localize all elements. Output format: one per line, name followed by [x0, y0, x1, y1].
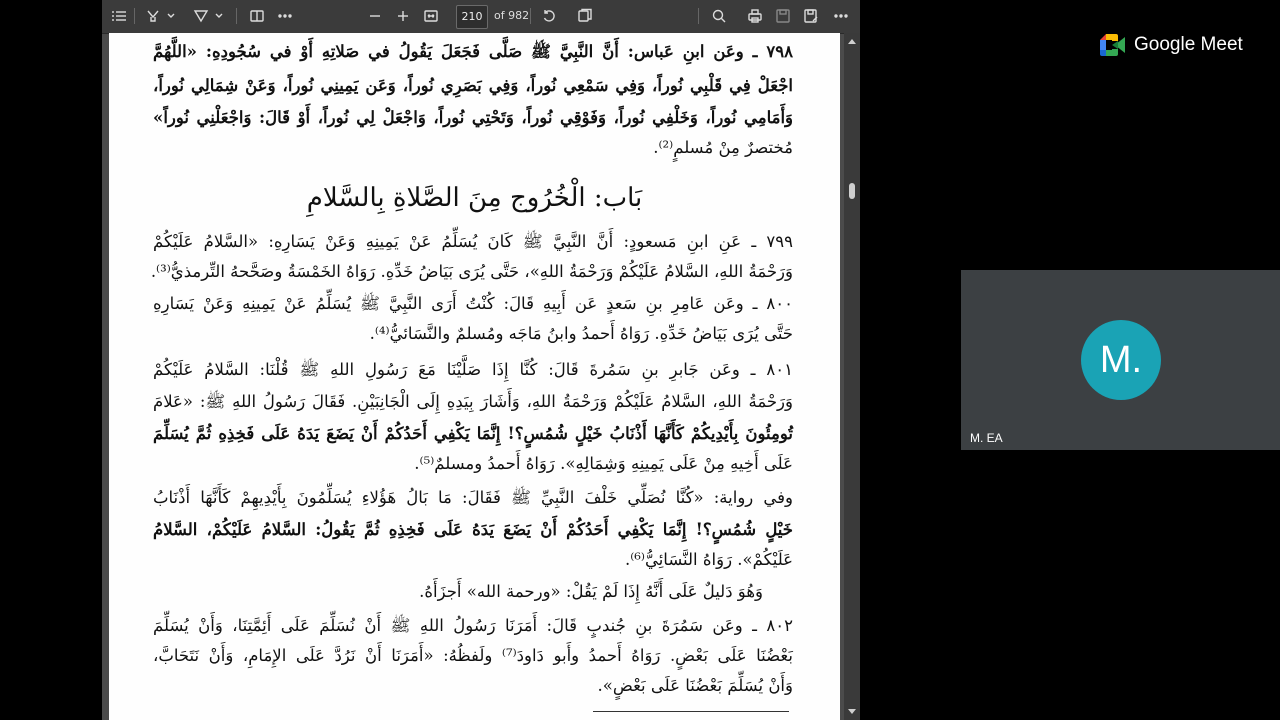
print-icon[interactable]: [746, 6, 764, 26]
text-line: ٧٩٩ ـ عَنِ ابنِ مَسعودٍ: أَنَّ النَّبِيَّ ﷺ كَانَ يُسَلِّمُ عَنْ يَمِينِهِ وَعَنْ يَسَارِهِ: «السَّلامُ عَلَيْكُمْ: [153, 232, 793, 251]
zoom-in-icon[interactable]: [394, 6, 412, 26]
text-line: عَلَى أَخِيهِ مِنْ عَلَى يَمِينِهِ وَشِمَالِهِ». رَوَاهُ أَحمدُ ومسلمٌ⁽⁵⁾.: [414, 454, 793, 473]
scroll-up-icon[interactable]: [848, 39, 856, 44]
pdf-viewer: [102, 0, 860, 720]
pdf-toolbar: [102, 0, 860, 34]
text-line: تُومِئُونَ بِأَيْدِيكُمْ كَأَنَّهَا أَذْنَابُ خَيْلٍ شُمُسٍ؟! إِنَّمَا يَكْفِي أَحَدُكُمْ أَنْ يَضَعَ يَدَهُ عَلَى فَخِذِهِ ثُمَّ يُسَلِّمَ: [153, 424, 793, 443]
chevron-down-icon[interactable]: [214, 6, 224, 26]
text-line: اجْعَلْ فِي قَلْبِي نُوراً، وَفِي سَمْعِي نُوراً، وَفِي بَصَرِي نُوراً، وَعَن يَمِينِي نُوراً، وَعَنْ شِمَالِي نُوراً،: [153, 76, 793, 95]
text-line: بَعْضُنَا عَلَى بَعْضٍ. رَوَاهُ أَحمدُ وأَبو دَاودَ⁽⁷⁾ ولَفظُهُ: «أَمَرَنَا أَنْ نَرُدَّ عَلَى الإِمَامِ، وَأَنْ نَتَحَابَّ،: [153, 646, 793, 665]
save-as-icon[interactable]: [802, 6, 820, 26]
text-line: وَهُوَ دَليلٌ عَلَى أَنَّهُ إِذَا لَمْ يَقُلْ: «ورحمة الله» أَجزَأَهُ.: [419, 582, 763, 601]
text-line: عَلَيْكُمْ». رَوَاهُ النَّسَائِيُّ⁽⁶⁾.: [624, 550, 793, 569]
participant-name: M. EA: [970, 431, 1003, 445]
text-line: وَرَحْمَةُ اللهِ، السَّلامُ عَلَيْكُمْ وَرَحْمَةُ اللهِ»، حَتَّى يُرَى بَيَاضُ خَدِّهِ. رَوَاهُ الخَمْسَةُ وصَحَّحهُ التِّرمذيُّ⁽³⁾.: [150, 262, 793, 281]
zoom-out-icon[interactable]: [366, 6, 384, 26]
section-heading: بَاب: الْخُرُوج مِنَ الصَّلاةِ بِالسَّلامِ: [306, 183, 643, 213]
footnote-divider: [593, 711, 789, 712]
text-line: حَتَّى يُرَى بَيَاضُ خَدِّهِ. رَوَاهُ أَحمدُ وابنُ مَاجَه ومُسلمٌ والنَّسَائيُّ⁽⁴⁾.: [369, 324, 793, 343]
contents-icon[interactable]: [110, 6, 128, 26]
draw-icon[interactable]: [192, 6, 210, 26]
text-line: ٧٩٨ ـ وعَن ابنِ عَباس: أَنَّ النَّبِيَّ ﷺ صَلَّى فَجَعَلَ يَقُولُ في صَلاتِهِ أَوْ في سُجُودِهِ: «اللَّهُمَّ: [153, 42, 793, 61]
page-view-icon[interactable]: [248, 6, 266, 26]
vertical-scrollbar[interactable]: [844, 33, 860, 720]
pdf-page: [109, 33, 840, 720]
text-line: ٨٠٠ ـ وعَن عَامِرِ بنِ سَعدٍ عَن أَبِيهِ قَالَ: كُنْتُ أَرَى النَّبِيَّ ﷺ يُسَلِّمُ عَنْ يَمِينِهِ وَعَنْ يَسَارِهِ: [153, 294, 793, 313]
text-line: وفي رواية: «كُنَّا نُصَلِّي خَلْفَ النَّبِيِّ ﷺ فَقَالَ: مَا بَالُ هَؤُلاءِ يُسَلِّمُونَ بِأَيْدِيهِمْ كَأَنَّهَا أَذْنَابُ: [153, 488, 793, 507]
app-title: Google Meet: [1134, 34, 1243, 55]
page-total-label: of 982: [494, 9, 530, 22]
save-icon[interactable]: [774, 6, 792, 26]
page-layout-icon[interactable]: [576, 6, 594, 26]
rotate-icon[interactable]: [540, 6, 558, 26]
scroll-thumb[interactable]: [849, 183, 855, 199]
page-number-input[interactable]: 210: [456, 5, 488, 29]
text-line: وَأَمَامِي نُوراً، وَخَلْفِي نُوراً، وَفَوْقِي نُوراً، وَتَحْتِي نُوراً، وَاجْعَلْ لِي نُوراً، أَوْ قَالَ: وَاجْعَلْنِي نُوراً»: [153, 108, 793, 127]
google-meet-logo: [1100, 34, 1243, 56]
text-line: وَأَنْ يُسَلِّمَ بَعْضُنَا عَلَى بَعْضٍ».: [597, 676, 793, 695]
text-line: مُختصرٌ مِنْ مُسلمٍ⁽²⁾.: [653, 138, 793, 157]
more-icon[interactable]: [832, 6, 850, 26]
text-line: خَيْلٍ شُمُسٍ؟! إِنَّمَا يَكْفِي أَحَدُكُمْ أَنْ يَضَعَ يَدَهُ عَلَى فَخِذِهِ ثُمَّ يَقُولُ: السَّلامُ عَلَيْكُمْ، السَّلامُ: [153, 520, 793, 539]
meet-icon: [1100, 34, 1126, 56]
participant-tile[interactable]: [961, 270, 1280, 450]
text-line: ٨٠٢ ـ وعَن سَمُرَةَ بنِ جُندبٍ قَالَ: أَمَرَنَا رَسُولُ اللهِ ﷺ أَنْ نُسَلِّمَ عَلَى أَئِمَّتِنَا، وَأَنْ يُسَلِّمَ: [153, 616, 793, 635]
highlight-icon[interactable]: [144, 6, 162, 26]
chevron-down-icon[interactable]: [166, 6, 176, 26]
fit-page-icon[interactable]: [422, 6, 440, 26]
text-line: ٨٠١ ـ وعَن جَابرِ بنِ سَمُرةَ قَالَ: كُنَّا إِذَا صَلَّيْنَا مَعَ رَسُولِ اللهِ ﷺ قُلْنَا: السَّلامُ عَلَيْكُمْ: [153, 360, 793, 379]
text-line: وَرَحْمَةُ اللهِ، السَّلامُ عَلَيْكُمْ وَرَحْمَةُ اللهِ، وَأَشَارَ بِيَدِهِ إِلَى الْجَانِبَيْنِ. فَقَالَ رَسُولُ اللهِ ﷺ: «عَلامَ: [153, 392, 793, 411]
more-tools-icon[interactable]: [276, 6, 294, 26]
search-icon[interactable]: [710, 6, 728, 26]
avatar: M.: [1081, 320, 1161, 400]
scroll-down-icon[interactable]: [848, 709, 856, 714]
